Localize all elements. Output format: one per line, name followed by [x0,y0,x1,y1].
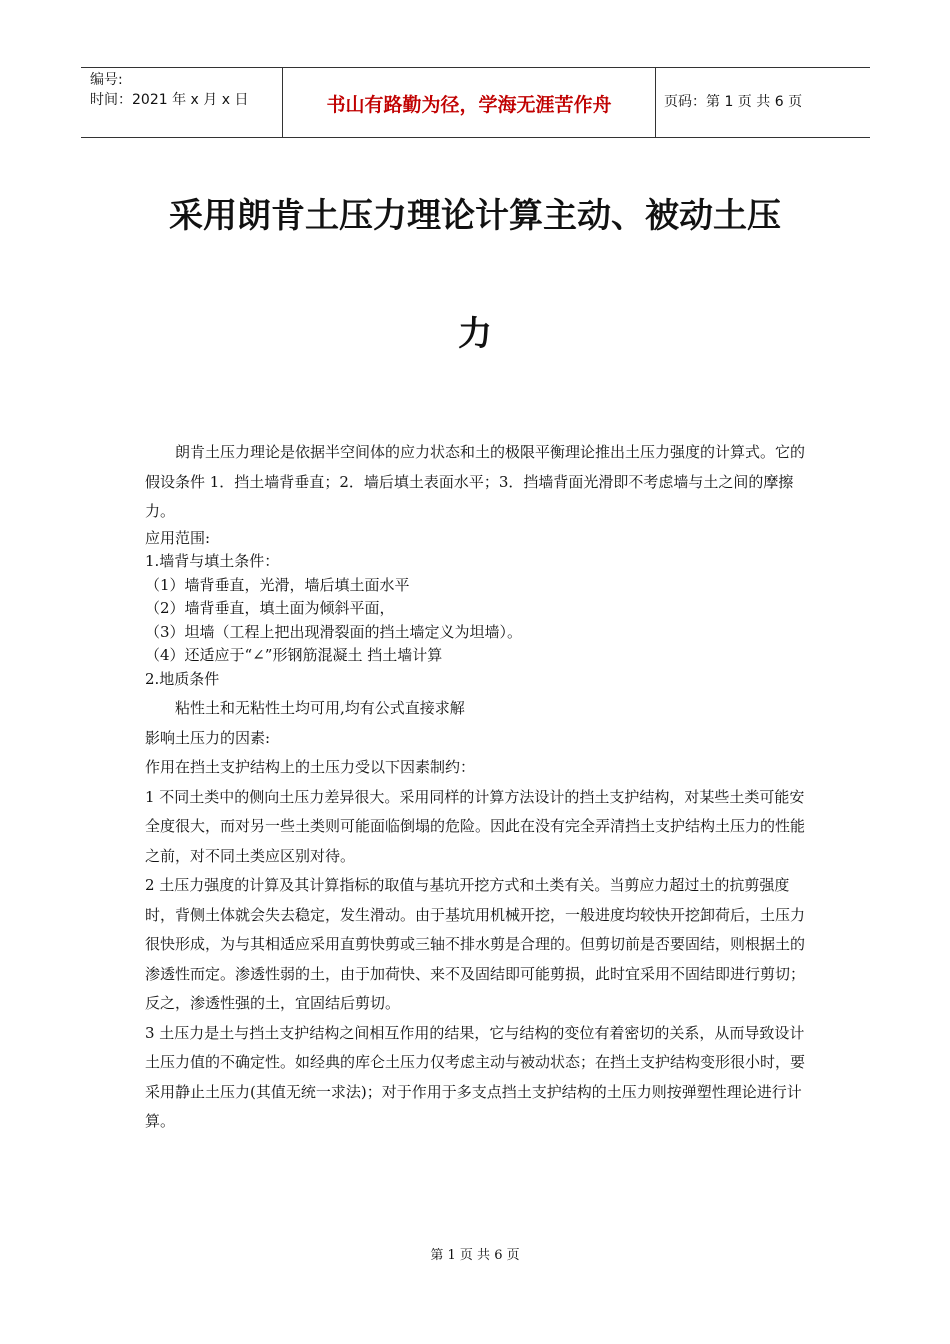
number-label: 编号: [90,72,123,88]
document-body [145,438,809,1137]
factor-2-paragraph: 2 土压力强度的计算及其计算指标的取值与基坑开挖方式和土类有关。当剪应力超过土的抗剪强度时，背侧土体就会失去稳定，发生滑动。由于基坑用机械开挖，一般进度均较快开挖卸荷后，土压力很快形成，为与其相适应采用直剪快剪或三轴不排水剪是合理的。但剪切前是否要固结，则根据土的渗透性而定。渗透性弱的土，由于加荷快、来不及固结即可能剪损，此时宜采用不固结即进行剪切；反之，渗透性强的土，宜固结后剪切。 [145,876,806,1012]
page-info: 页码：第 1 页 共 6 页 [664,94,803,110]
factors-heading: 影响土压力的因素: [145,728,271,747]
document-title-line-1: 采用朗肯土压力理论计算主动、被动土压 [169,196,781,236]
date-line: 时间：2021 年 x 月 x 日 [90,92,249,108]
header-meta-cell [81,68,281,137]
condition-1-item: （3）坦墙（工程上把出现滑裂面的挡土墙定义为坦墙）。 [145,622,523,641]
factor-3-paragraph: 3 土压力是土与挡土支护结构之间相互作用的结果，它与结构的变位有着密切的关系，从而导致设计土压力值的不确定性。如经典的库仑土压力仅考虑主动与被动状态；在挡土支护结构变形很小时，要采用静止土压力(其值无统一求法)；对于作用于多支点挡土支护结构的土压力则按弹塑性理论进行计算。 [145,1023,806,1130]
page-footer: 第 1 页 共 6 页 [430,1248,520,1263]
header-motto-cell [282,68,656,137]
condition-2-text: 粘性土和无粘性土均可用,均有公式直接求解 [175,699,465,717]
scope-heading: 应用范围: [145,528,211,547]
condition-1-item: （1）墙背垂直，光滑，墙后填土面水平 [145,575,410,594]
header-page-cell [655,68,870,137]
document-title-line-2: 力 [458,314,492,354]
header-table [81,67,870,138]
condition-1-item: （2）墙背垂直，填土面为倾斜平面， [145,599,395,617]
condition-1-item: （4）还适应于“∠”形钢筋混凝土 挡土墙计算 [145,646,443,664]
intro-paragraph: 朗肯土压力理论是依据半空间体的应力状态和土的极限平衡理论推出土压力强度的计算式。它的假设条件 1．挡土墙背垂直；2．墙后填土表面水平；3．挡墙背面光滑即不考虑墙与土之间的摩擦力。 [145,443,806,520]
condition-1-heading: 1.墙背与填土条件： [145,552,280,570]
factor-1-paragraph: 1 不同土类中的侧向土压力差异很大。采用同样的计算方法设计的挡土支护结构，对某些土类可能安全度很大，而对另一些土类则可能面临倒塌的危险。因此在没有完全弄清挡土支护结构土压力的性能之前，对不同土类应区别对待。 [145,787,806,865]
motto: 书山有路勤为径，学海无涯苦作舟 [326,94,612,116]
condition-2-heading: 2.地质条件 [145,669,220,688]
factors-intro: 作用在挡土支护结构上的土压力受以下因素制约： [145,758,476,776]
